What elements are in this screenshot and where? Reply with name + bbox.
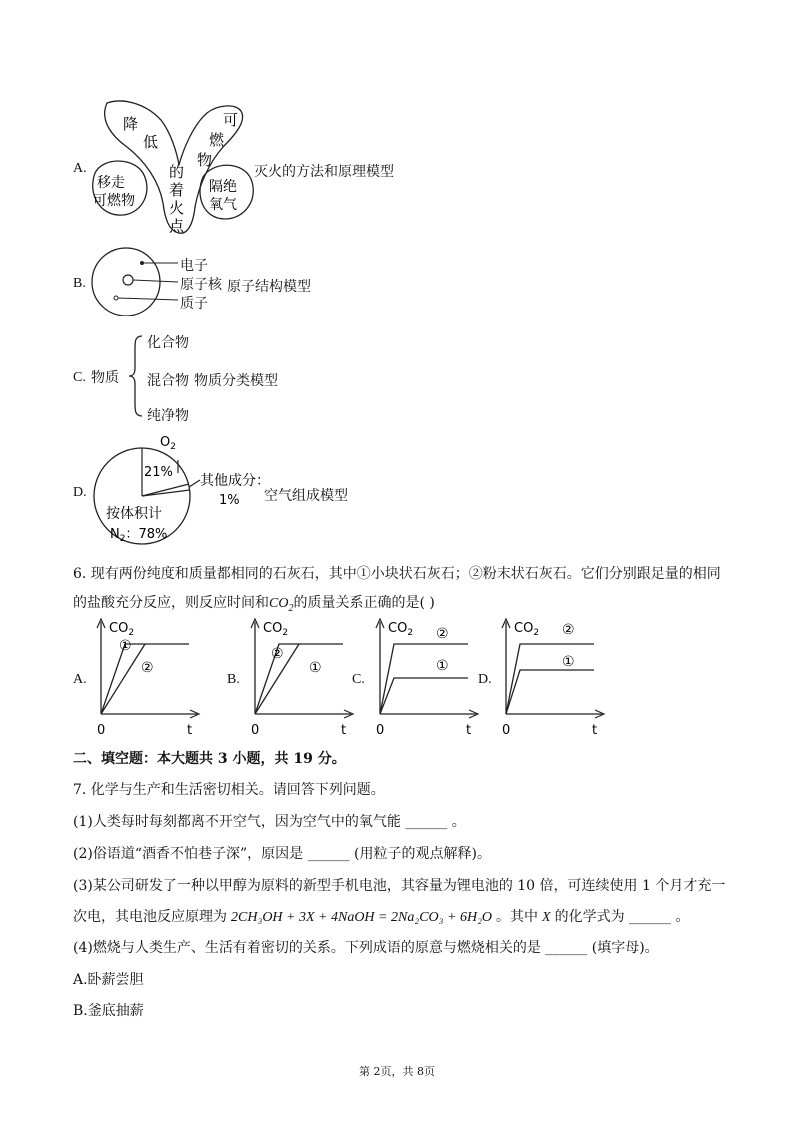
co2-time-graph — [494, 614, 609, 739]
y-axis-label: $CO_2$ — [263, 621, 289, 638]
a-left-lobe-1: 移走 — [97, 175, 125, 191]
series-marker-1: ② — [562, 622, 575, 638]
series-line-2 — [380, 678, 468, 714]
q7-var-x: X — [542, 910, 551, 925]
q7-option-a: A.卧薪尝胆 — [73, 972, 144, 988]
a-right-char-1: 可 — [223, 111, 239, 129]
q7-part-2: (2)俗语道“酒香不怕巷子深”，原因是 ______ (用粒子的观点解释)。 — [73, 846, 491, 862]
origin-label: 0 — [502, 723, 511, 738]
x-axis-label: t — [187, 723, 193, 738]
option-b-letter: B. — [73, 276, 86, 291]
d-o2-percent: 21% — [144, 465, 173, 480]
option-c-caption: 物质分类模型 — [194, 373, 278, 389]
series-marker-2: ② — [141, 660, 154, 676]
brace-icon — [127, 334, 147, 418]
air-composition-pie — [92, 430, 272, 546]
a-mid-char-4: 点 — [169, 217, 185, 235]
x-axis-label: t — [466, 723, 472, 738]
q6-co2-formula: $CO_2$ — [269, 596, 294, 614]
option-a-caption: 灭火的方法和原理模型 — [254, 164, 394, 180]
b-label-electron: 电子 — [180, 258, 208, 274]
c-branch-mixture: 混合物 — [147, 373, 189, 389]
c-branch-compound: 化合物 — [147, 335, 189, 351]
series-marker-2: ① — [562, 654, 575, 670]
option-b-caption: 原子结构模型 — [227, 279, 311, 295]
a-right-char-2: 燃 — [209, 131, 225, 149]
co2-time-graph — [368, 614, 483, 739]
q7-part-4: (4)燃烧与人类生产、生活有着密切的关系。下列成语的原意与燃烧相关的是 ______ (填字母)。 — [73, 940, 659, 956]
origin-label: 0 — [251, 723, 260, 738]
q7-intro: 7. 化学与生产和生活密切相关。请回答下列问题。 — [73, 782, 385, 798]
co2-time-graph — [89, 614, 204, 739]
d-n2-label: $N_2$：78% — [110, 527, 168, 544]
option-a-letter: A. — [73, 161, 87, 176]
q6-line-1: 6. 现有两份纯度和质量都相同的石灰石，其中①小块状石灰石；②粉末状石灰石。它们分别跟足量的相同 — [73, 566, 721, 582]
page-footer: 第 2页，共 8页 — [359, 1065, 435, 1078]
a-right-lobe-2: 氧气 — [209, 197, 237, 213]
y-axis-label: $CO_2$ — [388, 621, 414, 638]
series-marker-1: ② — [436, 626, 449, 642]
origin-label: 0 — [97, 723, 106, 738]
series-marker-2: ① — [436, 658, 449, 674]
graph-letter: D. — [478, 672, 492, 687]
series-marker-2: ① — [309, 660, 322, 676]
a-mid-char-2: 着 — [169, 181, 185, 199]
b-label-proton: 质子 — [180, 296, 208, 312]
q6-line-2: 的盐酸充分反应，则反应时间和$CO_2$的质量关系正确的是( ) — [73, 595, 435, 614]
q7-part-3-line-1: (3)某公司研发了一种以甲醇为原料的新型手机电池，其容量为锂电池的 10 倍，可连续使用 1 个月才充一 — [73, 878, 726, 894]
q7-part-1: (1)人类每时每刻都离不开空气，因为空气中的氧气能 ______ 。 — [73, 814, 466, 830]
option-c-letter: C. — [73, 370, 86, 385]
y-axis-label: $CO_2$ — [109, 621, 135, 638]
c-root-label: 物质 — [91, 370, 119, 386]
a-right-char-3: 物 — [197, 151, 213, 169]
series-line-1 — [101, 644, 189, 714]
graph-letter: B. — [227, 672, 240, 687]
d-o2-label: $O_2$ — [160, 435, 176, 452]
series-line-1 — [506, 644, 594, 714]
a-mid-char-3: 火 — [169, 199, 185, 217]
graph-letter: A. — [73, 672, 87, 687]
a-right-lobe-1: 隔绝 — [209, 179, 237, 195]
a-left-lobe-2: 可燃物 — [93, 193, 135, 209]
d-volume-label: 按体积计 — [106, 506, 162, 522]
graph-letter: C. — [352, 672, 365, 687]
c-branch-pure: 纯净物 — [147, 408, 189, 424]
q7-equation: 2CH₃OH + 3X + 4NaOH = 2Na₂CO₃ + 6H₂O — [231, 910, 493, 925]
series-line-2 — [506, 670, 594, 714]
option-d-letter: D. — [73, 485, 87, 500]
a-mid-char-1: 的 — [169, 163, 185, 181]
origin-label: 0 — [376, 723, 385, 738]
section-2-heading: 二、填空题：本大题共 3 小题，共 19 分。 — [73, 751, 346, 767]
option-d-caption: 空气组成模型 — [264, 488, 348, 504]
q7-part-3-line-2: 次电，其电池反应原理为 2CH₃OH + 3X + 4NaOH = 2Na₂CO₃ + 6H₂O 。其中 X 的化学式为 ______ 。 — [73, 909, 690, 925]
d-other-label: 其他成分： — [200, 473, 270, 489]
a-left-char-2: 低 — [143, 133, 159, 151]
d-other-percent: 1% — [219, 493, 240, 508]
series-marker-1: ① — [119, 638, 132, 654]
fire-extinguishing-diagram — [85, 95, 270, 245]
y-axis-label: $CO_2$ — [514, 621, 540, 638]
series-line-2 — [101, 644, 145, 714]
q7-option-b: B.釜底抽薪 — [73, 1003, 144, 1019]
a-left-char-1: 降 — [123, 115, 139, 133]
x-axis-label: t — [341, 723, 347, 738]
series-line-1 — [255, 644, 343, 714]
x-axis-label: t — [592, 723, 598, 738]
co2-time-graph — [243, 614, 358, 739]
series-marker-1: ② — [271, 646, 284, 662]
b-label-nucleus: 原子核 — [180, 277, 222, 293]
